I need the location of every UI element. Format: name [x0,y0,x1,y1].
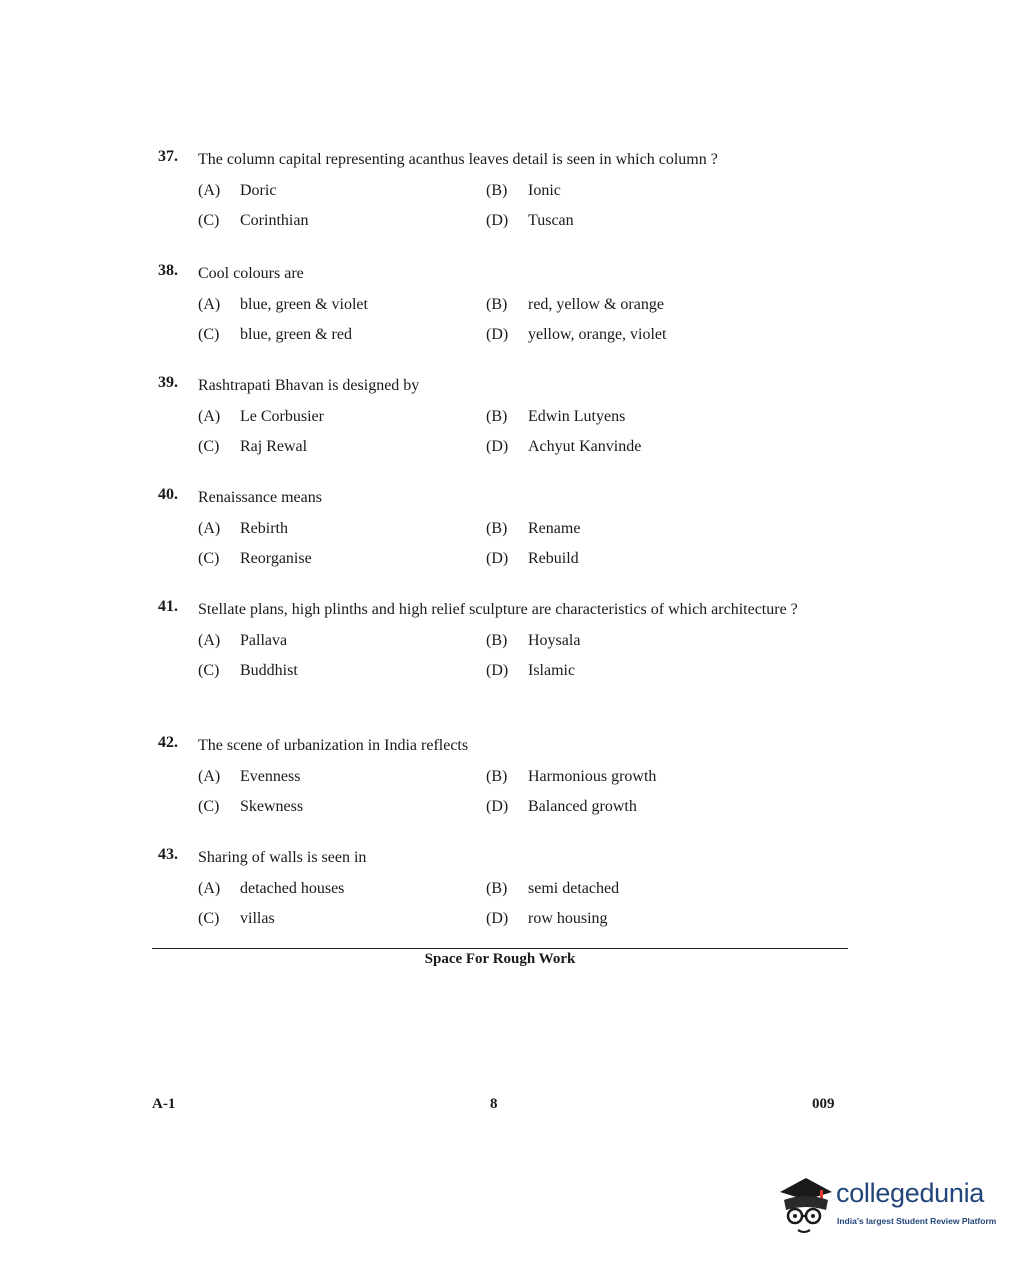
option-text: Corinthian [240,212,309,229]
option-letter: (D) [486,326,509,343]
question-number: 37. [158,148,178,165]
option-letter: (C) [198,798,220,815]
option-text: villas [240,910,275,927]
question-text: Renaissance means [198,489,322,506]
question-39 [158,374,838,462]
question-40 [158,486,838,574]
option-text: Edwin Lutyens [528,408,626,425]
option-letter: (B) [486,520,508,537]
option-letter: (B) [486,296,508,313]
option-text: yellow, orange, violet [528,326,667,343]
option-letter: (A) [198,632,221,649]
option-text: Achyut Kanvinde [528,438,642,455]
option-text: Hoysala [528,632,581,649]
option-letter: (C) [198,550,220,567]
option-letter: (D) [486,798,509,815]
option-letter: (D) [486,212,509,229]
question-38 [158,262,838,350]
question-42 [158,734,838,822]
question-37 [158,148,838,236]
question-text: Rashtrapati Bhavan is designed by [198,377,420,394]
question-number: 42. [158,734,178,751]
option-text: Tuscan [528,212,574,229]
rough-work-label: Space For Rough Work [424,951,576,967]
option-letter: (D) [486,438,509,455]
option-letter: (B) [486,768,508,785]
option-text: Skewness [240,798,304,815]
question-number: 38. [158,262,178,279]
option-text: Rebuild [528,550,579,567]
option-text: blue, green & violet [240,296,368,313]
option-text: red, yellow & orange [528,296,664,313]
question-41 [158,598,838,686]
option-letter: (A) [198,768,221,785]
question-text: The column capital representing acanthus leaves detail is seen in which column ? [198,151,718,168]
option-letter: (B) [486,632,508,649]
series-number: 009 [812,1096,835,1112]
option-letter: (D) [486,662,509,679]
option-letter: (A) [198,296,221,313]
option-text: Balanced growth [528,798,637,815]
question-number: 41. [158,598,178,615]
option-letter: (B) [486,408,508,425]
question-number: 39. [158,374,178,391]
option-text: Islamic [528,662,576,679]
option-text: Ionic [528,182,561,199]
question-text: Stellate plans, high plinths and high relief sculpture are characteristics of which architecture ? [198,601,798,618]
mascot-icon [776,1170,836,1240]
option-letter: (C) [198,662,220,679]
option-text: Harmonious growth [528,768,657,785]
option-letter: (A) [198,182,221,199]
option-text: Rebirth [240,520,288,537]
collegedunia-logo [776,1170,1006,1240]
option-letter: (A) [198,408,221,425]
question-43 [158,846,838,934]
booklet-code: A-1 [152,1096,176,1112]
option-text: Buddhist [240,662,298,679]
option-text: blue, green & red [240,326,352,343]
option-letter: (D) [486,550,509,567]
option-letter: (D) [486,910,509,927]
question-text: The scene of urbanization in India reflects [198,737,469,754]
option-text: Doric [240,182,277,199]
option-text: Pallava [240,632,288,649]
option-text: Le Corbusier [240,408,324,425]
logo-tagline: India's largest Student Review Platform [837,1216,997,1226]
question-text: Cool colours are [198,265,304,282]
option-text: semi detached [528,880,620,897]
page-number: 8 [490,1096,498,1112]
option-text: Evenness [240,768,301,785]
question-number: 40. [158,486,178,503]
divider-rule [152,948,848,949]
option-text: Raj Rewal [240,438,308,455]
option-letter: (C) [198,326,220,343]
logo-name: collegedunia [836,1178,985,1208]
option-letter: (A) [198,520,221,537]
option-letter: (B) [486,182,508,199]
option-text: row housing [528,910,608,927]
question-text: Sharing of walls is seen in [198,849,367,866]
option-letter: (C) [198,438,220,455]
option-letter: (B) [486,880,508,897]
question-number: 43. [158,846,178,863]
option-letter: (C) [198,910,220,927]
option-letter: (C) [198,212,220,229]
option-text: Rename [528,520,581,537]
option-text: Reorganise [240,550,312,567]
option-letter: (A) [198,880,221,897]
option-text: detached houses [240,880,345,897]
